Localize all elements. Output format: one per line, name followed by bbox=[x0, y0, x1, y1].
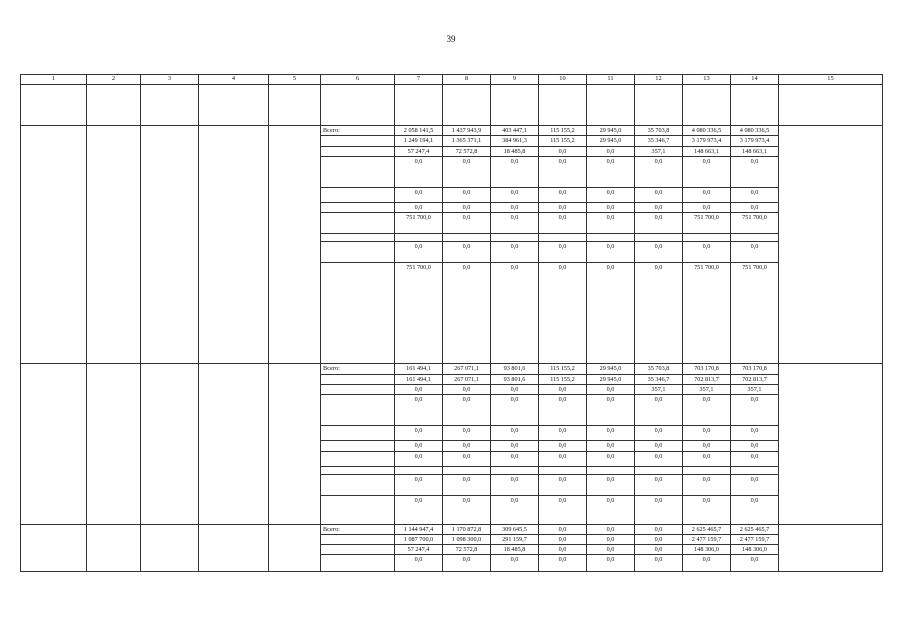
table-cell bbox=[635, 85, 683, 126]
amount-cell: 0,0 bbox=[443, 187, 491, 202]
column-number-row bbox=[21, 75, 883, 85]
amount-cell: 0,0 bbox=[491, 187, 539, 202]
table-cell bbox=[491, 85, 539, 126]
amount-cell: 1 087 700,0 bbox=[395, 534, 443, 544]
amount-cell: 0,0 bbox=[587, 495, 635, 524]
result-cell bbox=[779, 524, 883, 572]
amount-cell: 1 365 371,1 bbox=[443, 136, 491, 146]
amount-cell: 2 477 159,7 bbox=[731, 534, 779, 544]
amount-cell: 0,0 bbox=[587, 474, 635, 495]
amount-cell: 0,0 bbox=[539, 555, 587, 572]
source-label bbox=[321, 466, 395, 474]
amount-cell: 0,0 bbox=[539, 242, 587, 263]
amount-cell: 0,0 bbox=[731, 441, 779, 451]
column-number: 15 bbox=[779, 75, 883, 85]
source-label bbox=[321, 441, 395, 451]
amount-cell: 0,0 bbox=[539, 202, 587, 212]
amount-cell: 0,0 bbox=[587, 146, 635, 156]
amount-cell: 0,0 bbox=[635, 426, 683, 441]
table-cell bbox=[683, 85, 731, 126]
amount-cell bbox=[635, 466, 683, 474]
amount-cell: 29 945,0 bbox=[587, 364, 635, 374]
amount-cell: 115 155,2 bbox=[539, 136, 587, 146]
amount-cell: 115 155,2 bbox=[539, 364, 587, 374]
amount-cell: 751 700,0 bbox=[683, 263, 731, 364]
amount-cell: 702 813,7 bbox=[683, 374, 731, 384]
amount-cell: 0,0 bbox=[491, 451, 539, 466]
amount-cell: 0,0 bbox=[539, 441, 587, 451]
amount-cell: 0,0 bbox=[491, 263, 539, 364]
column-number: 2 bbox=[87, 75, 141, 85]
source-label bbox=[321, 395, 395, 426]
amount-cell bbox=[635, 234, 683, 242]
amount-cell: 702 813,7 bbox=[731, 374, 779, 384]
amount-cell: 3 179 973,4 bbox=[683, 136, 731, 146]
amount-cell: 0,0 bbox=[443, 202, 491, 212]
amount-cell: 2 625 465,7 bbox=[731, 524, 779, 534]
source-label bbox=[321, 495, 395, 524]
amount-cell bbox=[683, 466, 731, 474]
amount-cell: 751 700,0 bbox=[731, 213, 779, 234]
column-number: 12 bbox=[635, 75, 683, 85]
table-cell bbox=[539, 85, 587, 126]
source-label bbox=[321, 242, 395, 263]
column-number: 10 bbox=[539, 75, 587, 85]
amount-cell: 0,0 bbox=[635, 213, 683, 234]
amount-cell: 0,0 bbox=[587, 242, 635, 263]
executor-cell bbox=[199, 364, 269, 524]
amount-cell: 703 170,8 bbox=[683, 364, 731, 374]
amount-cell: 72 572,8 bbox=[443, 545, 491, 555]
budget-table bbox=[20, 74, 883, 572]
amount-cell bbox=[731, 234, 779, 242]
amount-cell: 0,0 bbox=[587, 555, 635, 572]
table-row bbox=[21, 126, 883, 136]
column-number: 4 bbox=[199, 75, 269, 85]
amount-cell bbox=[443, 234, 491, 242]
amount-cell: 0,0 bbox=[395, 555, 443, 572]
amount-cell: 0,0 bbox=[539, 395, 587, 426]
amount-cell: 0,0 bbox=[731, 555, 779, 572]
amount-cell bbox=[491, 234, 539, 242]
amount-cell: 0,0 bbox=[587, 202, 635, 212]
column-number: 1 bbox=[21, 75, 87, 85]
amount-cell: 0,0 bbox=[587, 263, 635, 364]
result-cell bbox=[779, 126, 883, 364]
amount-cell: 0,0 bbox=[443, 555, 491, 572]
source-label bbox=[321, 263, 395, 364]
amount-cell: 0,0 bbox=[635, 441, 683, 451]
amount-cell: 0,0 bbox=[587, 384, 635, 394]
amount-cell: 0,0 bbox=[587, 395, 635, 426]
amount-cell: 0,0 bbox=[635, 524, 683, 534]
amount-cell: 0,0 bbox=[683, 441, 731, 451]
amount-cell: 357,1 bbox=[635, 384, 683, 394]
amount-cell: 0,0 bbox=[587, 156, 635, 187]
amount-cell: 1 098 300,0 bbox=[443, 534, 491, 544]
amount-cell: 0,0 bbox=[443, 213, 491, 234]
amount-cell: 0,0 bbox=[731, 474, 779, 495]
amount-cell: 57 247,4 bbox=[395, 146, 443, 156]
column-number: 7 bbox=[395, 75, 443, 85]
amount-cell: 18 485,8 bbox=[491, 545, 539, 555]
amount-cell: 0,0 bbox=[635, 395, 683, 426]
amount-cell: 0,0 bbox=[491, 555, 539, 572]
amount-cell: 0,0 bbox=[731, 451, 779, 466]
source-label bbox=[321, 474, 395, 495]
amount-cell bbox=[587, 234, 635, 242]
amount-cell: 0,0 bbox=[491, 474, 539, 495]
amount-cell: 384 961,3 bbox=[491, 136, 539, 146]
amount-cell: 1 437 943,9 bbox=[443, 126, 491, 136]
amount-cell: 0,0 bbox=[587, 213, 635, 234]
task-cell bbox=[87, 126, 141, 364]
amount-cell: 0,0 bbox=[731, 426, 779, 441]
amount-cell: 29 945,0 bbox=[587, 374, 635, 384]
amount-cell: 0,0 bbox=[491, 213, 539, 234]
amount-cell: 0,0 bbox=[491, 242, 539, 263]
amount-cell: 115 155,2 bbox=[539, 126, 587, 136]
amount-cell: 0,0 bbox=[587, 187, 635, 202]
column-number: 14 bbox=[731, 75, 779, 85]
amount-cell: 0,0 bbox=[395, 451, 443, 466]
amount-cell: 0,0 bbox=[731, 187, 779, 202]
executor-cell bbox=[199, 524, 269, 572]
table-cell bbox=[269, 85, 321, 126]
page-number: 39 bbox=[446, 34, 456, 44]
amount-cell: 0,0 bbox=[539, 156, 587, 187]
amount-cell: 751 700,0 bbox=[395, 213, 443, 234]
table-cell bbox=[587, 85, 635, 126]
source-label bbox=[321, 146, 395, 156]
amount-cell: 161 494,1 bbox=[395, 374, 443, 384]
recipient-cell bbox=[269, 364, 321, 524]
amount-cell: 0,0 bbox=[539, 146, 587, 156]
table-cell bbox=[141, 85, 199, 126]
amount-cell: 0,0 bbox=[635, 242, 683, 263]
amount-cell: 57 247,4 bbox=[395, 545, 443, 555]
source-label: Всего: bbox=[321, 364, 395, 374]
amount-cell: 0,0 bbox=[731, 395, 779, 426]
amount-cell: 0,0 bbox=[683, 474, 731, 495]
amount-cell bbox=[443, 466, 491, 474]
column-number: 6 bbox=[321, 75, 395, 85]
amount-cell: 0,0 bbox=[395, 474, 443, 495]
amount-cell: 0,0 bbox=[587, 426, 635, 441]
amount-cell: 2 625 465,7 bbox=[683, 524, 731, 534]
amount-cell: 35 346,7 bbox=[635, 374, 683, 384]
source-label: Всего: bbox=[321, 524, 395, 534]
table-cell bbox=[21, 85, 87, 126]
amount-cell: 0,0 bbox=[443, 495, 491, 524]
amount-cell: 309 645,5 bbox=[491, 524, 539, 534]
amount-cell: 0,0 bbox=[635, 263, 683, 364]
column-number: 11 bbox=[587, 75, 635, 85]
amount-cell: 0,0 bbox=[443, 242, 491, 263]
amount-cell: 0,0 bbox=[683, 187, 731, 202]
amount-cell: 0,0 bbox=[539, 451, 587, 466]
recipient-cell bbox=[269, 524, 321, 572]
amount-cell: 0,0 bbox=[683, 451, 731, 466]
amount-cell: 0,0 bbox=[635, 202, 683, 212]
amount-cell: 0,0 bbox=[395, 495, 443, 524]
amount-cell: 1 249 194,1 bbox=[395, 136, 443, 146]
amount-cell: 0,0 bbox=[731, 495, 779, 524]
amount-cell: 267 071,1 bbox=[443, 364, 491, 374]
column-number: 13 bbox=[683, 75, 731, 85]
amount-cell: 0,0 bbox=[539, 524, 587, 534]
amount-cell: 148 306,0 bbox=[683, 545, 731, 555]
amount-cell: 0,0 bbox=[635, 555, 683, 572]
amount-cell: 1 170 872,8 bbox=[443, 524, 491, 534]
amount-cell: 1 144 947,4 bbox=[395, 524, 443, 534]
amount-cell: 35 346,7 bbox=[635, 136, 683, 146]
amount-cell: 0,0 bbox=[443, 156, 491, 187]
amount-cell: 0,0 bbox=[443, 395, 491, 426]
amount-cell: 2 058 141,5 bbox=[395, 126, 443, 136]
amount-cell: 93 801,6 bbox=[491, 364, 539, 374]
column-number: 9 bbox=[491, 75, 539, 85]
amount-cell: 0,0 bbox=[491, 156, 539, 187]
amount-cell: 148 663,1 bbox=[731, 146, 779, 156]
amount-cell: 4 080 336,5 bbox=[731, 126, 779, 136]
source-label bbox=[321, 426, 395, 441]
amount-cell bbox=[395, 466, 443, 474]
amount-cell: 0,0 bbox=[443, 474, 491, 495]
amount-cell: 0,0 bbox=[587, 524, 635, 534]
amount-cell bbox=[683, 234, 731, 242]
amount-cell: 0,0 bbox=[635, 474, 683, 495]
measure-name-cell bbox=[21, 364, 87, 524]
amount-cell: 0,0 bbox=[539, 474, 587, 495]
amount-cell: 0,0 bbox=[395, 395, 443, 426]
source-label: Всего: bbox=[321, 126, 395, 136]
amount-cell: 0,0 bbox=[683, 202, 731, 212]
amount-cell: 3 179 973,4 bbox=[731, 136, 779, 146]
amount-cell: 0,0 bbox=[443, 426, 491, 441]
amount-cell bbox=[731, 466, 779, 474]
amount-cell bbox=[491, 466, 539, 474]
source-label bbox=[321, 136, 395, 146]
amount-cell: 0,0 bbox=[539, 426, 587, 441]
amount-cell: 0,0 bbox=[395, 426, 443, 441]
amount-cell: 0,0 bbox=[491, 441, 539, 451]
amount-cell: 0,0 bbox=[539, 545, 587, 555]
table-cell bbox=[87, 85, 141, 126]
amount-cell: 29 945,0 bbox=[587, 126, 635, 136]
amount-cell: 0,0 bbox=[491, 395, 539, 426]
amount-cell: 0,0 bbox=[395, 187, 443, 202]
customer-cell bbox=[141, 364, 199, 524]
source-label bbox=[321, 534, 395, 544]
amount-cell: 751 700,0 bbox=[731, 263, 779, 364]
amount-cell: 0,0 bbox=[635, 495, 683, 524]
task-cell bbox=[87, 524, 141, 572]
amount-cell: 0,0 bbox=[587, 534, 635, 544]
amount-cell: 0,0 bbox=[491, 202, 539, 212]
measure-name-cell bbox=[21, 126, 87, 364]
table-cell bbox=[443, 85, 491, 126]
amount-cell: 0,0 bbox=[539, 534, 587, 544]
amount-cell: 0,0 bbox=[731, 202, 779, 212]
amount-cell: 357,1 bbox=[731, 384, 779, 394]
amount-cell: 0,0 bbox=[443, 263, 491, 364]
table-cell bbox=[321, 85, 395, 126]
amount-cell: 0,0 bbox=[635, 451, 683, 466]
amount-cell: 0,0 bbox=[683, 426, 731, 441]
source-label bbox=[321, 187, 395, 202]
task-cell bbox=[87, 364, 141, 524]
amount-cell: 0,0 bbox=[635, 156, 683, 187]
amount-cell: 0,0 bbox=[491, 495, 539, 524]
amount-cell: 0,0 bbox=[395, 242, 443, 263]
amount-cell: 0,0 bbox=[731, 156, 779, 187]
amount-cell: 4 080 336,5 bbox=[683, 126, 731, 136]
customer-cell bbox=[141, 126, 199, 364]
amount-cell bbox=[539, 466, 587, 474]
table-cell bbox=[731, 85, 779, 126]
amount-cell: 0,0 bbox=[443, 451, 491, 466]
source-label bbox=[321, 213, 395, 234]
amount-cell: 0,0 bbox=[635, 534, 683, 544]
source-label bbox=[321, 234, 395, 242]
amount-cell: 161 494,1 bbox=[395, 364, 443, 374]
amount-cell: 0,0 bbox=[491, 426, 539, 441]
column-number: 3 bbox=[141, 75, 199, 85]
table-cell bbox=[395, 85, 443, 126]
amount-cell: 18 485,8 bbox=[491, 146, 539, 156]
amount-cell bbox=[395, 234, 443, 242]
amount-cell: 0,0 bbox=[587, 441, 635, 451]
customer-cell bbox=[141, 524, 199, 572]
measure-name-cell bbox=[21, 524, 87, 572]
source-label bbox=[321, 545, 395, 555]
amount-cell: 0,0 bbox=[587, 451, 635, 466]
amount-cell: 0,0 bbox=[539, 213, 587, 234]
result-cell bbox=[779, 364, 883, 524]
amount-cell: 115 155,2 bbox=[539, 374, 587, 384]
amount-cell: 0,0 bbox=[539, 495, 587, 524]
amount-cell: 0,0 bbox=[683, 395, 731, 426]
source-label bbox=[321, 156, 395, 187]
amount-cell bbox=[539, 234, 587, 242]
amount-cell: 0,0 bbox=[491, 384, 539, 394]
amount-cell: 72 572,8 bbox=[443, 146, 491, 156]
amount-cell: 0,0 bbox=[683, 242, 731, 263]
amount-cell: 0,0 bbox=[683, 495, 731, 524]
table-row bbox=[21, 364, 883, 374]
amount-cell: 0,0 bbox=[683, 156, 731, 187]
amount-cell: 0,0 bbox=[395, 441, 443, 451]
amount-cell: 148 663,1 bbox=[683, 146, 731, 156]
amount-cell: 291 159,7 bbox=[491, 534, 539, 544]
amount-cell: 0,0 bbox=[635, 545, 683, 555]
amount-cell: 93 801,6 bbox=[491, 374, 539, 384]
amount-cell: 35 703,8 bbox=[635, 126, 683, 136]
executor-cell bbox=[199, 126, 269, 364]
amount-cell: 703 170,8 bbox=[731, 364, 779, 374]
amount-cell: 0,0 bbox=[683, 555, 731, 572]
amount-cell: 403 447,1 bbox=[491, 126, 539, 136]
amount-cell: 35 703,8 bbox=[635, 364, 683, 374]
column-number: 5 bbox=[269, 75, 321, 85]
source-label bbox=[321, 555, 395, 572]
result-cell bbox=[779, 85, 883, 126]
source-label bbox=[321, 451, 395, 466]
amount-cell: 0,0 bbox=[395, 156, 443, 187]
amount-cell: 0,0 bbox=[395, 202, 443, 212]
source-label bbox=[321, 202, 395, 212]
amount-cell: 0,0 bbox=[539, 384, 587, 394]
amount-cell: 0,0 bbox=[539, 187, 587, 202]
source-label bbox=[321, 374, 395, 384]
amount-cell: 751 700,0 bbox=[395, 263, 443, 364]
amount-cell: 0,0 bbox=[731, 242, 779, 263]
table-row bbox=[21, 524, 883, 534]
column-number: 8 bbox=[443, 75, 491, 85]
source-label bbox=[321, 384, 395, 394]
continuation-row bbox=[21, 85, 883, 126]
recipient-cell bbox=[269, 126, 321, 364]
amount-cell: 0,0 bbox=[635, 187, 683, 202]
amount-cell: 0,0 bbox=[443, 441, 491, 451]
amount-cell: 267 071,1 bbox=[443, 374, 491, 384]
amount-cell bbox=[587, 466, 635, 474]
amount-cell: 357,1 bbox=[683, 384, 731, 394]
amount-cell: 0,0 bbox=[443, 384, 491, 394]
amount-cell: 148 306,0 bbox=[731, 545, 779, 555]
amount-cell: 357,1 bbox=[635, 146, 683, 156]
amount-cell: 0,0 bbox=[539, 263, 587, 364]
table-cell bbox=[199, 85, 269, 126]
amount-cell: 751 700,0 bbox=[683, 213, 731, 234]
amount-cell: 0,0 bbox=[587, 545, 635, 555]
amount-cell: 0,0 bbox=[395, 384, 443, 394]
amount-cell: 2 477 159,7 bbox=[683, 534, 731, 544]
amount-cell: 29 945,0 bbox=[587, 136, 635, 146]
